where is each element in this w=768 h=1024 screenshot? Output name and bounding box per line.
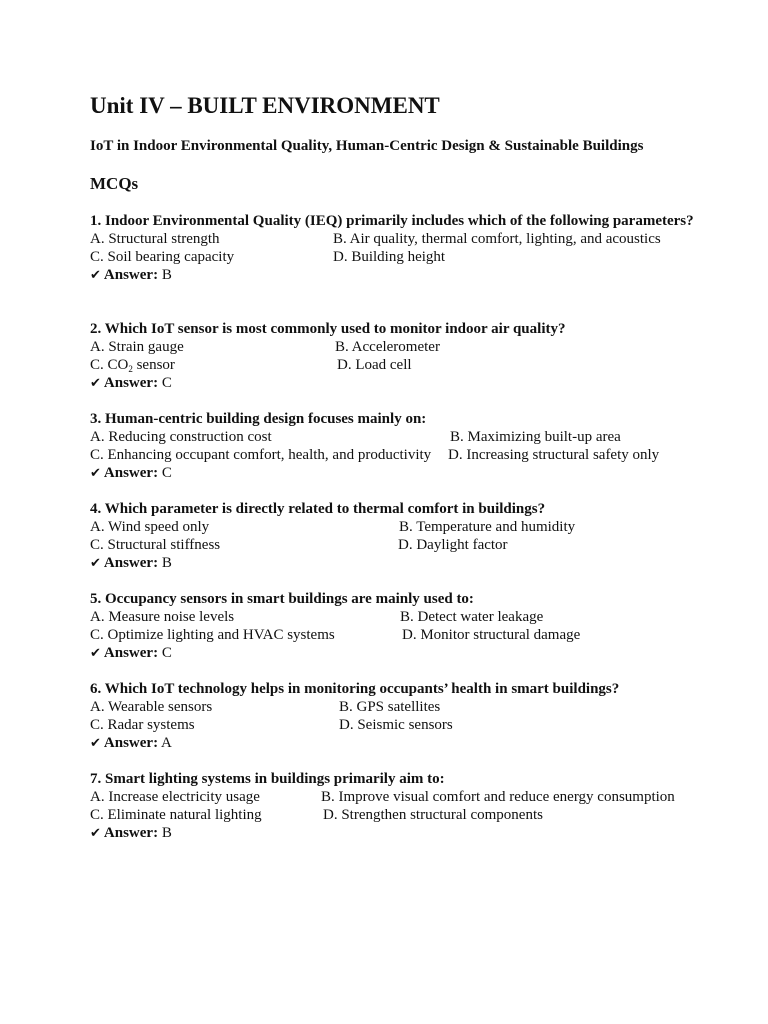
options-row-cd (90, 356, 710, 374)
check-icon: ✔ (90, 646, 101, 661)
question-text: 7. Smart lighting systems in buildings primarily aim to: (90, 771, 445, 787)
option-b: B. GPS satellites (339, 699, 441, 715)
option-c: C. Eliminate natural lighting (90, 807, 262, 823)
option-a: A. Increase electricity usage (90, 789, 260, 805)
answer-label: Answer: (103, 555, 159, 571)
answer-value: B (161, 267, 172, 283)
answer-value: C (161, 465, 172, 481)
question-4 (90, 500, 710, 572)
option-c: C. Radar systems (90, 717, 195, 733)
question-text: 1. Indoor Environmental Quality (IEQ) primarily includes which of the following parameters? (90, 213, 694, 229)
answer-line (90, 554, 710, 572)
page-title: Unit IV – BUILT ENVIRONMENT (90, 93, 440, 118)
question-text: 4. Which parameter is directly related to thermal comfort in buildings? (90, 501, 546, 517)
answer-line (90, 644, 710, 662)
section-heading: MCQs (90, 174, 139, 193)
question-5 (90, 590, 710, 662)
answer-value: B (161, 555, 172, 571)
option-b: B. Temperature and humidity (399, 519, 576, 535)
options-row-cd (90, 536, 710, 554)
options-row-cd (90, 806, 710, 824)
options-row-cd (90, 446, 710, 464)
option-b: B. Detect water leakage (400, 609, 544, 625)
question-7 (90, 770, 710, 842)
options-row-ab (90, 788, 710, 806)
options-row-ab (90, 608, 710, 626)
option-d: D. Strengthen structural components (323, 807, 543, 823)
check-icon: ✔ (90, 268, 101, 283)
options-row-ab (90, 230, 710, 248)
answer-line (90, 266, 710, 284)
option-a: A. Wearable sensors (90, 699, 213, 715)
check-icon: ✔ (90, 556, 101, 571)
options-row-ab (90, 518, 710, 536)
question-text: 3. Human-centric building design focuses mainly on: (90, 411, 427, 427)
option-c: C. Structural stiffness (90, 537, 221, 553)
option-d: D. Building height (333, 249, 446, 265)
option-d: D. Seismic sensors (339, 717, 453, 733)
question-1 (90, 212, 710, 284)
page-subtitle: IoT in Indoor Environmental Quality, Human-Centric Design & Sustainable Buildings (90, 138, 644, 154)
option-b: B. Improve visual comfort and reduce energy consumption (321, 789, 675, 805)
check-icon: ✔ (90, 376, 101, 391)
answer-line (90, 734, 710, 752)
option-a: A. Measure noise levels (90, 609, 235, 625)
option-d: D. Increasing structural safety only (448, 447, 660, 463)
answer-value: C (161, 645, 172, 661)
answer-line (90, 374, 710, 392)
answer-line (90, 464, 710, 482)
answer-label: Answer: (103, 825, 159, 841)
option-d: D. Daylight factor (398, 537, 508, 553)
question-text: 2. Which IoT sensor is most commonly used to monitor indoor air quality? (90, 321, 566, 337)
option-c (90, 356, 175, 374)
option-b: B. Air quality, thermal comfort, lighting, and acoustics (333, 231, 661, 247)
option-c: C. Enhancing occupant comfort, health, and productivity (90, 447, 432, 463)
question-text: 5. Occupancy sensors in smart buildings are mainly used to: (90, 591, 474, 607)
options-row-cd (90, 626, 710, 644)
option-a: A. Wind speed only (90, 519, 210, 535)
answer-label: Answer: (103, 735, 159, 751)
option-d: D. Monitor structural damage (402, 627, 581, 643)
answer-value: C (161, 375, 172, 391)
options-row-cd (90, 716, 710, 734)
answer-label: Answer: (103, 465, 159, 481)
options-row-ab (90, 428, 710, 446)
option-b: B. Accelerometer (335, 339, 440, 355)
question-3 (90, 410, 710, 482)
option-a: A. Strain gauge (90, 339, 184, 355)
question-text: 6. Which IoT technology helps in monitoring occupants’ health in smart buildings? (90, 681, 620, 697)
option-b: B. Maximizing built-up area (450, 429, 621, 445)
question-6 (90, 680, 710, 752)
question-2 (90, 320, 710, 392)
answer-value: A (161, 735, 172, 751)
option-c: C. Soil bearing capacity (90, 249, 235, 265)
option-c: C. Optimize lighting and HVAC systems (90, 627, 335, 643)
check-icon: ✔ (90, 736, 101, 751)
option-c-prefix: C. CO (90, 357, 129, 373)
answer-label: Answer: (103, 267, 159, 283)
check-icon: ✔ (90, 466, 101, 481)
answer-value: B (161, 825, 172, 841)
subscript: 2 (128, 364, 133, 374)
option-d: D. Load cell (337, 357, 412, 373)
check-icon: ✔ (90, 826, 101, 841)
answer-line (90, 824, 710, 842)
options-row-ab (90, 698, 710, 716)
answer-label: Answer: (103, 375, 159, 391)
answer-label: Answer: (103, 645, 159, 661)
options-row-cd (90, 248, 710, 266)
option-a: A. Structural strength (90, 231, 220, 247)
options-row-ab (90, 338, 710, 356)
option-a: A. Reducing construction cost (90, 429, 272, 445)
option-c-suffix: sensor (132, 357, 175, 373)
